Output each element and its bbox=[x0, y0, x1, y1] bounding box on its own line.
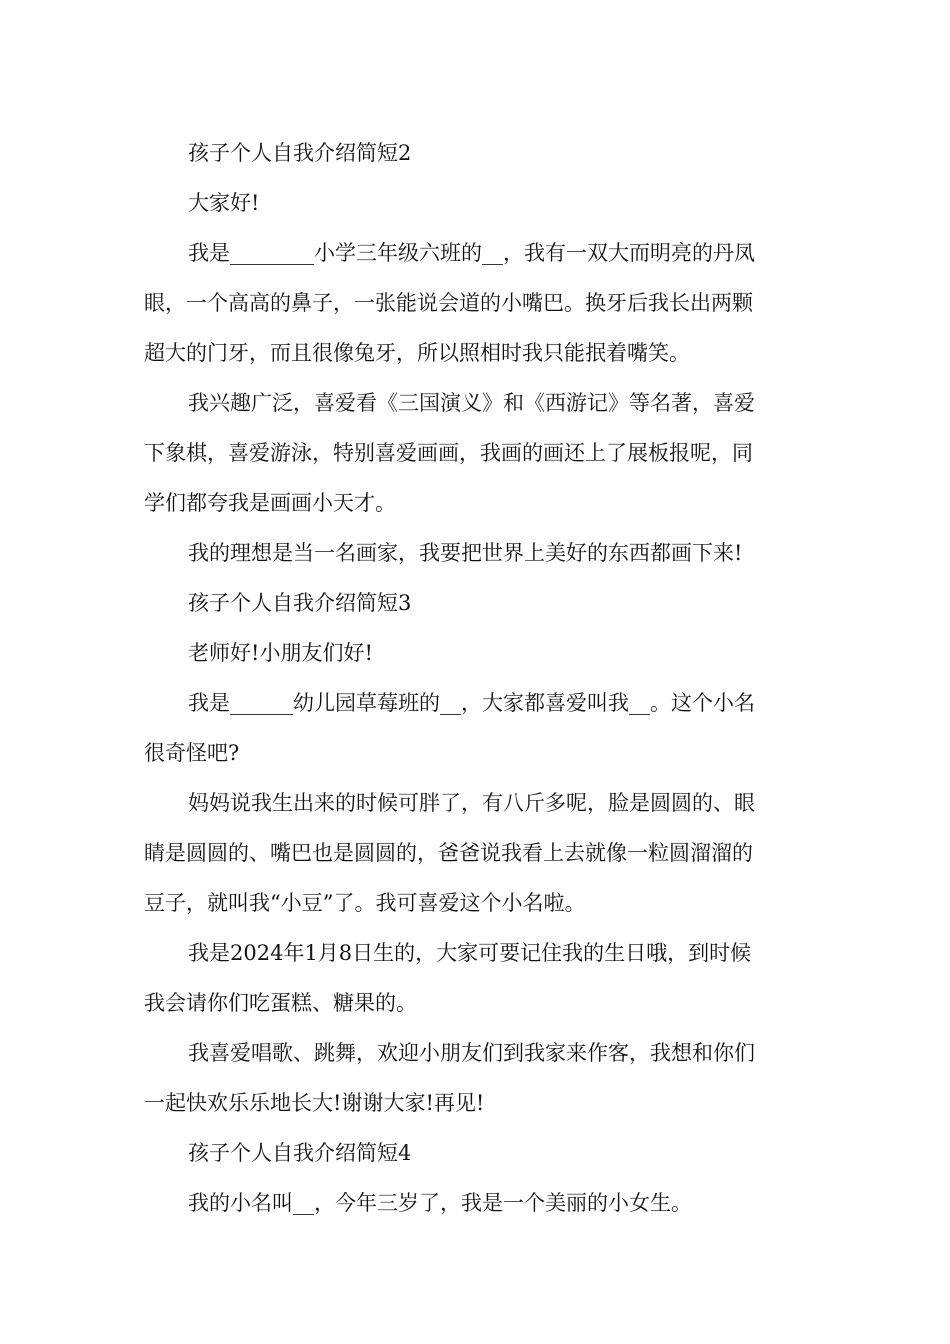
paragraph-line: 大家好! bbox=[188, 191, 260, 215]
paragraph-line: 很奇怪吧? bbox=[144, 741, 240, 765]
section-heading: 孩子个人自我介绍简短4 bbox=[188, 1141, 412, 1165]
paragraph-line: 妈妈说我生出来的时候可胖了，有八斤多呢，脸是圆圆的、眼 bbox=[188, 791, 755, 815]
paragraph-line: 学们都夸我是画画小天才。 bbox=[144, 491, 396, 515]
paragraph-line: 睛是圆圆的、嘴巴也是圆圆的，爸爸说我看上去就像一粒圆溜溜的 bbox=[144, 841, 753, 865]
paragraph-line: 我是______幼儿园草莓班的__，大家都喜爱叫我__。这个小名 bbox=[188, 691, 755, 715]
section-heading: 孩子个人自我介绍简短2 bbox=[188, 141, 412, 165]
paragraph-line: 我是________小学三年级六班的__，我有一双大而明亮的丹凤 bbox=[188, 241, 755, 265]
paragraph-line: 我是2024年1月8日生的，大家可要记住我的生日哦，到时候 bbox=[188, 941, 752, 965]
paragraph-line: 我的小名叫__，今年三岁了，我是一个美丽的小女生。 bbox=[188, 1191, 692, 1215]
document-body bbox=[144, 128, 812, 1228]
paragraph-line: 我会请你们吃蛋糕、糖果的。 bbox=[144, 991, 417, 1015]
paragraph-line: 老师好!小朋友们好! bbox=[188, 641, 373, 665]
section-heading: 孩子个人自我介绍简短3 bbox=[188, 591, 412, 615]
paragraph-line: 我的理想是当一名画家，我要把世界上美好的东西都画下来! bbox=[188, 541, 743, 565]
paragraph-line: 我兴趣广泛，喜爱看《三国演义》和《西游记》等名著，喜爱 bbox=[188, 391, 755, 415]
paragraph-line: 一起快欢乐乐地长大!谢谢大家!再见! bbox=[144, 1091, 485, 1115]
paragraph-line: 我喜爱唱歌、跳舞，欢迎小朋友们到我家来作客，我想和你们 bbox=[188, 1041, 755, 1065]
paragraph-line: 下象棋，喜爱游泳，特别喜爱画画，我画的画还上了展板报呢，同 bbox=[144, 441, 753, 465]
paragraph-line: 眼，一个高高的鼻子，一张能说会道的小嘴巴。换牙后我长出两颗 bbox=[144, 291, 753, 315]
paragraph-line: 豆子，就叫我“小豆”了。我可喜爱这个小名啦。 bbox=[144, 891, 586, 915]
paragraph-line: 超大的门牙，而且很像兔牙，所以照相时我只能抿着嘴笑。 bbox=[144, 341, 690, 365]
